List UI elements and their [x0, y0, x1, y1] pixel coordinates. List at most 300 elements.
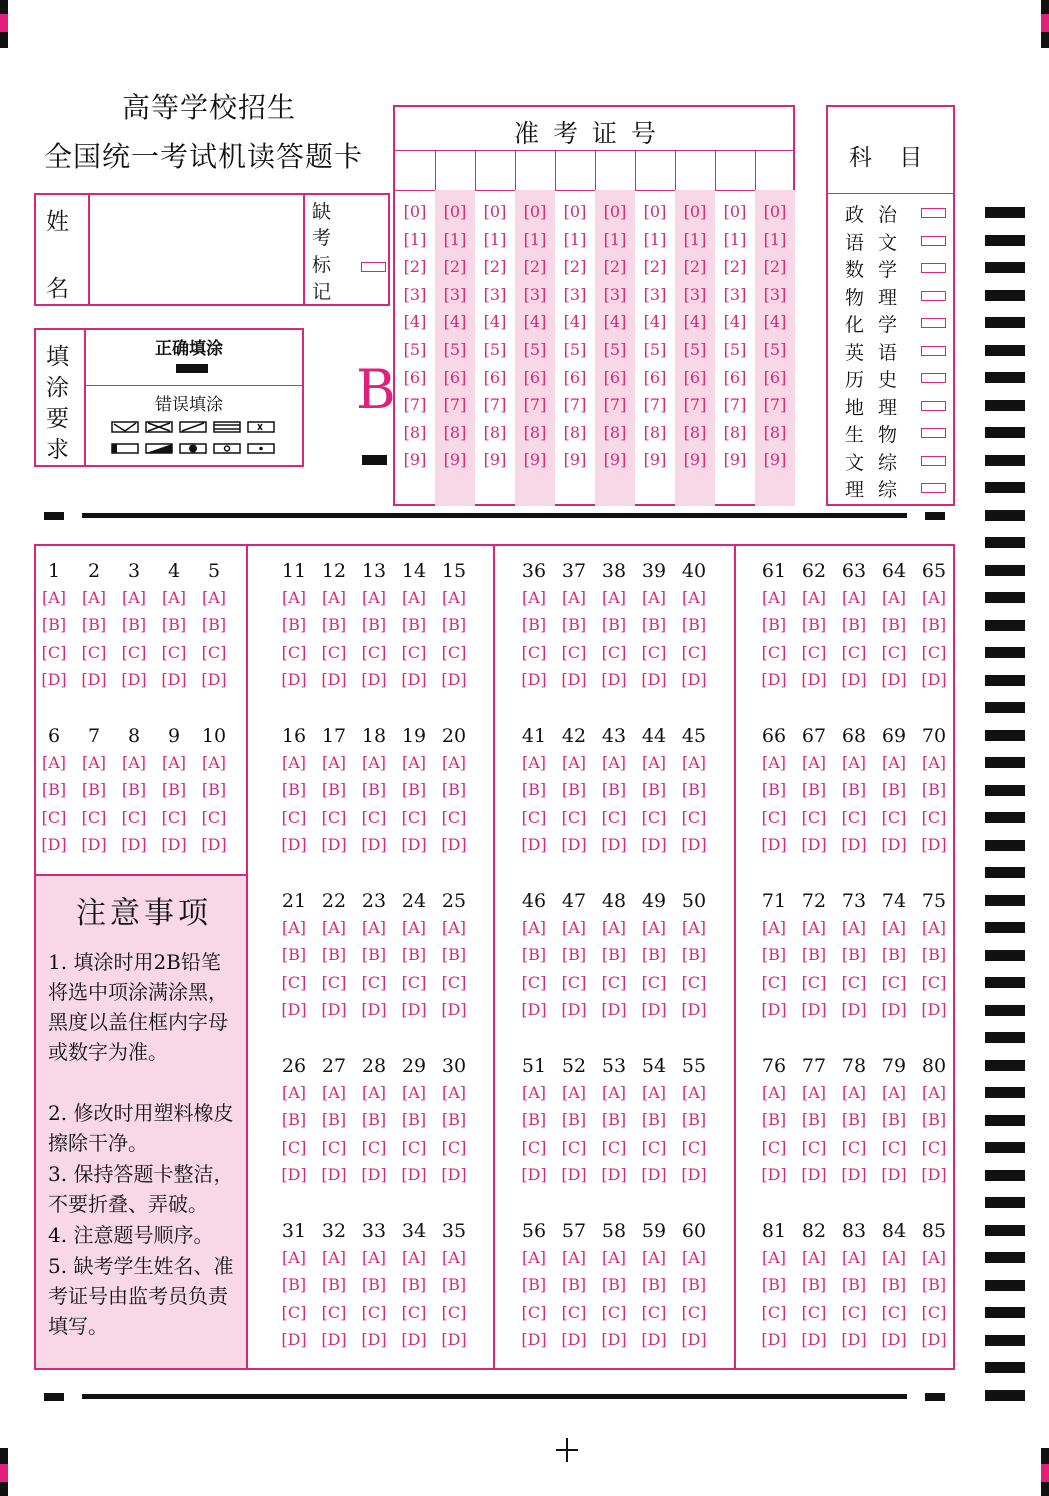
admission-digit-bubble[interactable]: [4]: [403, 312, 427, 332]
answer-bubble[interactable]: [B]: [921, 780, 947, 800]
answer-bubble[interactable]: [B]: [841, 615, 867, 635]
answer-bubble[interactable]: [D]: [121, 670, 147, 690]
answer-bubble[interactable]: [B]: [121, 780, 147, 800]
answer-bubble[interactable]: [C]: [361, 972, 387, 992]
answer-bubble[interactable]: [D]: [361, 835, 387, 855]
answer-bubble[interactable]: [B]: [281, 1110, 307, 1130]
admission-digit-bubble[interactable]: [1]: [723, 229, 747, 249]
answer-bubble[interactable]: [A]: [521, 753, 547, 772]
answer-bubble[interactable]: [B]: [561, 780, 587, 800]
admission-digit-bubble[interactable]: [7]: [643, 395, 667, 415]
answer-bubble[interactable]: [D]: [841, 1165, 867, 1185]
answer-bubble[interactable]: [D]: [281, 1165, 307, 1185]
subject-bubble[interactable]: [921, 236, 946, 246]
answer-bubble[interactable]: [B]: [641, 780, 667, 800]
answer-bubble[interactable]: [D]: [841, 1000, 867, 1020]
answer-bubble[interactable]: [B]: [921, 1275, 947, 1295]
answer-bubble[interactable]: [A]: [321, 588, 347, 607]
admission-digit-bubble[interactable]: [5]: [443, 340, 467, 359]
answer-bubble[interactable]: [D]: [881, 835, 907, 855]
admission-digit-bubble[interactable]: [6]: [483, 367, 507, 387]
answer-bubble[interactable]: [C]: [521, 642, 547, 662]
answer-bubble[interactable]: [C]: [761, 642, 787, 662]
answer-bubble[interactable]: [D]: [441, 835, 467, 855]
admission-write-cell[interactable]: [556, 152, 594, 189]
answer-bubble[interactable]: [B]: [641, 615, 667, 635]
answer-bubble[interactable]: [B]: [361, 780, 387, 800]
answer-bubble[interactable]: [A]: [281, 1083, 307, 1102]
answer-bubble[interactable]: [C]: [361, 1302, 387, 1322]
admission-digit-bubble[interactable]: [3]: [483, 284, 507, 304]
answer-bubble[interactable]: [C]: [601, 1302, 627, 1322]
admission-digit-bubble[interactable]: [1]: [483, 229, 507, 249]
answer-bubble[interactable]: [B]: [81, 780, 107, 800]
admission-write-cell[interactable]: [436, 152, 474, 189]
answer-bubble[interactable]: [C]: [401, 1302, 427, 1322]
answer-bubble[interactable]: [D]: [761, 1165, 787, 1185]
admission-write-cell[interactable]: [636, 152, 674, 189]
answer-bubble[interactable]: [D]: [921, 1000, 947, 1020]
answer-bubble[interactable]: [C]: [641, 1302, 667, 1322]
answer-bubble[interactable]: [C]: [281, 1302, 307, 1322]
admission-digit-bubble[interactable]: [4]: [563, 312, 587, 332]
answer-bubble[interactable]: [C]: [801, 972, 827, 992]
answer-bubble[interactable]: [C]: [881, 1137, 907, 1157]
answer-bubble[interactable]: [C]: [441, 642, 467, 662]
answer-bubble[interactable]: [A]: [921, 918, 947, 937]
answer-bubble[interactable]: [A]: [841, 753, 867, 772]
answer-bubble[interactable]: [A]: [161, 753, 187, 772]
answer-bubble[interactable]: [C]: [641, 807, 667, 827]
answer-bubble[interactable]: [C]: [921, 1137, 947, 1157]
answer-bubble[interactable]: [B]: [201, 780, 227, 800]
answer-bubble[interactable]: [C]: [281, 807, 307, 827]
subject-bubble[interactable]: [921, 346, 946, 356]
answer-bubble[interactable]: [B]: [761, 615, 787, 635]
answer-bubble[interactable]: [D]: [161, 835, 187, 855]
admission-digit-bubble[interactable]: [6]: [563, 367, 587, 387]
admission-digit-bubble[interactable]: [9]: [643, 450, 667, 470]
answer-bubble[interactable]: [C]: [161, 642, 187, 662]
answer-bubble[interactable]: [A]: [921, 1083, 947, 1102]
answer-bubble[interactable]: [B]: [801, 780, 827, 800]
answer-bubble[interactable]: [D]: [561, 670, 587, 690]
answer-bubble[interactable]: [B]: [281, 945, 307, 965]
admission-digit-bubble[interactable]: [2]: [523, 257, 547, 277]
answer-bubble[interactable]: [A]: [561, 1083, 587, 1102]
admission-digit-bubble[interactable]: [7]: [723, 395, 747, 415]
answer-bubble[interactable]: [A]: [561, 753, 587, 772]
admission-digit-bubble[interactable]: [4]: [443, 312, 467, 332]
admission-digit-bubble[interactable]: [5]: [563, 340, 587, 359]
answer-bubble[interactable]: [D]: [761, 670, 787, 690]
answer-bubble[interactable]: [A]: [641, 1248, 667, 1267]
answer-bubble[interactable]: [A]: [561, 588, 587, 607]
answer-bubble[interactable]: [D]: [321, 835, 347, 855]
answer-bubble[interactable]: [B]: [681, 1110, 707, 1130]
answer-bubble[interactable]: [B]: [641, 1110, 667, 1130]
answer-bubble[interactable]: [C]: [401, 1137, 427, 1157]
admission-digit-bubble[interactable]: [1]: [643, 229, 667, 249]
admission-digit-bubble[interactable]: [9]: [443, 450, 467, 470]
answer-bubble[interactable]: [D]: [601, 835, 627, 855]
answer-bubble[interactable]: [A]: [881, 588, 907, 607]
admission-digit-bubble[interactable]: [2]: [723, 257, 747, 277]
answer-bubble[interactable]: [A]: [41, 588, 67, 607]
answer-bubble[interactable]: [B]: [841, 945, 867, 965]
answer-bubble[interactable]: [B]: [441, 615, 467, 635]
answer-bubble[interactable]: [C]: [81, 642, 107, 662]
answer-bubble[interactable]: [B]: [921, 1110, 947, 1130]
answer-bubble[interactable]: [D]: [441, 1000, 467, 1020]
admission-digit-bubble[interactable]: [0]: [723, 202, 747, 221]
answer-bubble[interactable]: [A]: [641, 753, 667, 772]
subject-bubble[interactable]: [921, 373, 946, 383]
answer-bubble[interactable]: [D]: [841, 835, 867, 855]
answer-bubble[interactable]: [C]: [161, 807, 187, 827]
answer-bubble[interactable]: [C]: [281, 972, 307, 992]
admission-digit-bubble[interactable]: [2]: [643, 257, 667, 277]
answer-bubble[interactable]: [B]: [801, 615, 827, 635]
answer-bubble[interactable]: [C]: [321, 807, 347, 827]
answer-bubble[interactable]: [C]: [321, 1302, 347, 1322]
answer-bubble[interactable]: [D]: [281, 670, 307, 690]
answer-bubble[interactable]: [D]: [361, 1165, 387, 1185]
answer-bubble[interactable]: [A]: [161, 588, 187, 607]
admission-digit-bubble[interactable]: [1]: [603, 229, 627, 249]
answer-bubble[interactable]: [A]: [121, 588, 147, 607]
answer-bubble[interactable]: [B]: [401, 945, 427, 965]
answer-bubble[interactable]: [C]: [921, 972, 947, 992]
answer-bubble[interactable]: [B]: [601, 1275, 627, 1295]
admission-digit-bubble[interactable]: [3]: [643, 284, 667, 304]
answer-bubble[interactable]: [D]: [321, 670, 347, 690]
admission-digit-bubble[interactable]: [5]: [523, 340, 547, 359]
admission-digit-bubble[interactable]: [0]: [643, 202, 667, 221]
answer-bubble[interactable]: [D]: [681, 1165, 707, 1185]
answer-bubble[interactable]: [D]: [561, 1000, 587, 1020]
answer-bubble[interactable]: [B]: [801, 1110, 827, 1130]
answer-bubble[interactable]: [A]: [801, 918, 827, 937]
answer-bubble[interactable]: [C]: [601, 807, 627, 827]
answer-bubble[interactable]: [B]: [521, 945, 547, 965]
answer-bubble[interactable]: [A]: [801, 1083, 827, 1102]
answer-bubble[interactable]: [D]: [441, 670, 467, 690]
answer-bubble[interactable]: [C]: [321, 972, 347, 992]
answer-bubble[interactable]: [A]: [281, 753, 307, 772]
admission-digit-bubble[interactable]: [0]: [443, 202, 467, 221]
answer-bubble[interactable]: [D]: [561, 1330, 587, 1350]
answer-bubble[interactable]: [B]: [881, 780, 907, 800]
answer-bubble[interactable]: [C]: [521, 807, 547, 827]
answer-bubble[interactable]: [B]: [361, 615, 387, 635]
answer-bubble[interactable]: [D]: [361, 1000, 387, 1020]
admission-digit-bubble[interactable]: [4]: [763, 312, 787, 332]
subject-bubble[interactable]: [921, 428, 946, 438]
admission-digit-bubble[interactable]: [8]: [563, 422, 587, 442]
answer-bubble[interactable]: [C]: [361, 1137, 387, 1157]
answer-bubble[interactable]: [B]: [41, 615, 67, 635]
admission-digit-bubble[interactable]: [0]: [763, 202, 787, 221]
answer-bubble[interactable]: [B]: [561, 945, 587, 965]
admission-digit-bubble[interactable]: [9]: [683, 450, 707, 470]
admission-digit-bubble[interactable]: [7]: [403, 395, 427, 415]
admission-digit-bubble[interactable]: [9]: [523, 450, 547, 470]
answer-bubble[interactable]: [C]: [561, 807, 587, 827]
answer-bubble[interactable]: [D]: [681, 835, 707, 855]
admission-digit-bubble[interactable]: [3]: [723, 284, 747, 304]
admission-digit-bubble[interactable]: [2]: [683, 257, 707, 277]
answer-bubble[interactable]: [B]: [201, 615, 227, 635]
admission-digit-bubble[interactable]: [2]: [483, 257, 507, 277]
answer-bubble[interactable]: [B]: [441, 1110, 467, 1130]
answer-bubble[interactable]: [B]: [361, 945, 387, 965]
admission-digit-bubble[interactable]: [4]: [683, 312, 707, 332]
answer-bubble[interactable]: [B]: [401, 1110, 427, 1130]
admission-digit-bubble[interactable]: [1]: [763, 229, 787, 249]
admission-digit-bubble[interactable]: [4]: [523, 312, 547, 332]
name-input-area[interactable]: [92, 197, 300, 303]
answer-bubble[interactable]: [C]: [401, 807, 427, 827]
answer-bubble[interactable]: [C]: [41, 807, 67, 827]
answer-bubble[interactable]: [A]: [841, 1083, 867, 1102]
answer-bubble[interactable]: [A]: [441, 1083, 467, 1102]
answer-bubble[interactable]: [C]: [841, 1302, 867, 1322]
answer-bubble[interactable]: [B]: [801, 945, 827, 965]
admission-digit-bubble[interactable]: [0]: [683, 202, 707, 221]
answer-bubble[interactable]: [A]: [361, 1083, 387, 1102]
admission-digit-bubble[interactable]: [1]: [443, 229, 467, 249]
answer-bubble[interactable]: [A]: [321, 753, 347, 772]
answer-bubble[interactable]: [D]: [441, 1330, 467, 1350]
answer-bubble[interactable]: [D]: [41, 835, 67, 855]
answer-bubble[interactable]: [B]: [801, 1275, 827, 1295]
answer-bubble[interactable]: [A]: [201, 588, 227, 607]
answer-bubble[interactable]: [D]: [881, 1330, 907, 1350]
answer-bubble[interactable]: [A]: [521, 1083, 547, 1102]
answer-bubble[interactable]: [B]: [401, 615, 427, 635]
answer-bubble[interactable]: [A]: [321, 918, 347, 937]
answer-bubble[interactable]: [A]: [281, 588, 307, 607]
answer-bubble[interactable]: [A]: [41, 753, 67, 772]
answer-bubble[interactable]: [D]: [641, 670, 667, 690]
answer-bubble[interactable]: [A]: [881, 1248, 907, 1267]
answer-bubble[interactable]: [B]: [281, 615, 307, 635]
admission-digit-bubble[interactable]: [2]: [763, 257, 787, 277]
answer-bubble[interactable]: [D]: [401, 1000, 427, 1020]
answer-bubble[interactable]: [C]: [841, 972, 867, 992]
answer-bubble[interactable]: [D]: [321, 1000, 347, 1020]
answer-bubble[interactable]: [B]: [441, 945, 467, 965]
answer-bubble[interactable]: [D]: [161, 670, 187, 690]
answer-bubble[interactable]: [A]: [681, 918, 707, 937]
answer-bubble[interactable]: [B]: [761, 1275, 787, 1295]
admission-digit-bubble[interactable]: [4]: [483, 312, 507, 332]
admission-digit-bubble[interactable]: [5]: [683, 340, 707, 359]
answer-bubble[interactable]: [C]: [641, 1137, 667, 1157]
answer-bubble[interactable]: [B]: [881, 945, 907, 965]
answer-bubble[interactable]: [C]: [841, 807, 867, 827]
answer-bubble[interactable]: [A]: [361, 588, 387, 607]
admission-digit-bubble[interactable]: [9]: [723, 450, 747, 470]
answer-bubble[interactable]: [D]: [881, 1165, 907, 1185]
answer-bubble[interactable]: [C]: [81, 807, 107, 827]
answer-bubble[interactable]: [B]: [281, 1275, 307, 1295]
admission-digit-bubble[interactable]: [2]: [403, 257, 427, 277]
admission-digit-bubble[interactable]: [1]: [523, 229, 547, 249]
answer-bubble[interactable]: [B]: [681, 780, 707, 800]
answer-bubble[interactable]: [B]: [161, 615, 187, 635]
answer-bubble[interactable]: [C]: [321, 1137, 347, 1157]
answer-bubble[interactable]: [B]: [321, 780, 347, 800]
answer-bubble[interactable]: [A]: [81, 753, 107, 772]
admission-digit-bubble[interactable]: [9]: [763, 450, 787, 470]
answer-bubble[interactable]: [B]: [641, 945, 667, 965]
answer-bubble[interactable]: [C]: [921, 642, 947, 662]
answer-bubble[interactable]: [C]: [761, 1137, 787, 1157]
answer-bubble[interactable]: [A]: [441, 753, 467, 772]
subject-bubble[interactable]: [921, 318, 946, 328]
admission-digit-bubble[interactable]: [0]: [403, 202, 427, 221]
admission-digit-bubble[interactable]: [5]: [403, 340, 427, 359]
answer-bubble[interactable]: [B]: [761, 780, 787, 800]
answer-bubble[interactable]: [B]: [521, 1275, 547, 1295]
answer-bubble[interactable]: [A]: [761, 588, 787, 607]
answer-bubble[interactable]: [D]: [521, 1165, 547, 1185]
admission-digit-bubble[interactable]: [6]: [603, 367, 627, 387]
answer-bubble[interactable]: [B]: [121, 615, 147, 635]
answer-bubble[interactable]: [B]: [841, 1275, 867, 1295]
answer-bubble[interactable]: [D]: [681, 1000, 707, 1020]
answer-bubble[interactable]: [C]: [561, 1137, 587, 1157]
answer-bubble[interactable]: [B]: [881, 1110, 907, 1130]
admission-digit-bubble[interactable]: [3]: [763, 284, 787, 304]
answer-bubble[interactable]: [A]: [641, 588, 667, 607]
answer-bubble[interactable]: [D]: [841, 1330, 867, 1350]
answer-bubble[interactable]: [B]: [841, 780, 867, 800]
admission-digit-bubble[interactable]: [2]: [443, 257, 467, 277]
answer-bubble[interactable]: [A]: [881, 753, 907, 772]
admission-digit-bubble[interactable]: [5]: [723, 340, 747, 359]
answer-bubble[interactable]: [B]: [521, 1110, 547, 1130]
answer-bubble[interactable]: [B]: [561, 1275, 587, 1295]
answer-bubble[interactable]: [D]: [601, 1000, 627, 1020]
answer-bubble[interactable]: [D]: [521, 1330, 547, 1350]
answer-bubble[interactable]: [B]: [681, 945, 707, 965]
subject-bubble[interactable]: [921, 291, 946, 301]
answer-bubble[interactable]: [B]: [161, 780, 187, 800]
answer-bubble[interactable]: [C]: [921, 807, 947, 827]
answer-bubble[interactable]: [A]: [401, 918, 427, 937]
admission-digit-bubble[interactable]: [8]: [483, 422, 507, 442]
answer-bubble[interactable]: [B]: [561, 1110, 587, 1130]
answer-bubble[interactable]: [B]: [521, 780, 547, 800]
answer-bubble[interactable]: [A]: [841, 588, 867, 607]
admission-digit-bubble[interactable]: [7]: [603, 395, 627, 415]
admission-digit-bubble[interactable]: [3]: [683, 284, 707, 304]
answer-bubble[interactable]: [C]: [761, 1302, 787, 1322]
answer-bubble[interactable]: [C]: [761, 972, 787, 992]
answer-bubble[interactable]: [A]: [281, 918, 307, 937]
admission-digit-bubble[interactable]: [6]: [523, 367, 547, 387]
subject-bubble[interactable]: [921, 401, 946, 411]
answer-bubble[interactable]: [B]: [41, 780, 67, 800]
answer-bubble[interactable]: [A]: [401, 753, 427, 772]
admission-digit-bubble[interactable]: [8]: [403, 422, 427, 442]
admission-digit-bubble[interactable]: [7]: [563, 395, 587, 415]
answer-bubble[interactable]: [C]: [521, 1137, 547, 1157]
admission-write-cell[interactable]: [596, 152, 634, 189]
answer-bubble[interactable]: [D]: [841, 670, 867, 690]
admission-digit-bubble[interactable]: [2]: [603, 257, 627, 277]
answer-bubble[interactable]: [D]: [281, 1000, 307, 1020]
answer-bubble[interactable]: [A]: [361, 1248, 387, 1267]
answer-bubble[interactable]: [A]: [441, 918, 467, 937]
answer-bubble[interactable]: [C]: [361, 642, 387, 662]
admission-digit-bubble[interactable]: [6]: [443, 367, 467, 387]
answer-bubble[interactable]: [A]: [921, 753, 947, 772]
answer-bubble[interactable]: [D]: [921, 835, 947, 855]
answer-bubble[interactable]: [C]: [401, 642, 427, 662]
answer-bubble[interactable]: [D]: [81, 835, 107, 855]
answer-bubble[interactable]: [A]: [841, 1248, 867, 1267]
admission-digit-bubble[interactable]: [9]: [603, 450, 627, 470]
admission-digit-bubble[interactable]: [8]: [643, 422, 667, 442]
admission-digit-bubble[interactable]: [5]: [483, 340, 507, 359]
answer-bubble[interactable]: [C]: [601, 642, 627, 662]
answer-bubble[interactable]: [C]: [681, 1137, 707, 1157]
admission-write-cell[interactable]: [476, 152, 514, 189]
answer-bubble[interactable]: [D]: [801, 835, 827, 855]
answer-bubble[interactable]: [A]: [801, 588, 827, 607]
answer-bubble[interactable]: [A]: [601, 918, 627, 937]
admission-digit-bubble[interactable]: [6]: [683, 367, 707, 387]
admission-digit-bubble[interactable]: [5]: [643, 340, 667, 359]
answer-bubble[interactable]: [A]: [441, 588, 467, 607]
admission-digit-bubble[interactable]: [2]: [563, 257, 587, 277]
answer-bubble[interactable]: [B]: [681, 615, 707, 635]
answer-bubble[interactable]: [C]: [801, 1137, 827, 1157]
answer-bubble[interactable]: [C]: [681, 807, 707, 827]
answer-bubble[interactable]: [A]: [201, 753, 227, 772]
answer-bubble[interactable]: [D]: [321, 1330, 347, 1350]
answer-bubble[interactable]: [B]: [321, 945, 347, 965]
admission-digit-bubble[interactable]: [8]: [763, 422, 787, 442]
answer-bubble[interactable]: [A]: [401, 588, 427, 607]
admission-digit-bubble[interactable]: [0]: [483, 202, 507, 221]
answer-bubble[interactable]: [D]: [401, 1330, 427, 1350]
admission-digit-bubble[interactable]: [3]: [603, 284, 627, 304]
answer-bubble[interactable]: [A]: [601, 588, 627, 607]
admission-digit-bubble[interactable]: [4]: [603, 312, 627, 332]
answer-bubble[interactable]: [A]: [761, 753, 787, 772]
admission-digit-bubble[interactable]: [6]: [643, 367, 667, 387]
answer-bubble[interactable]: [C]: [761, 807, 787, 827]
answer-bubble[interactable]: [C]: [681, 1302, 707, 1322]
answer-bubble[interactable]: [D]: [281, 835, 307, 855]
answer-bubble[interactable]: [A]: [361, 753, 387, 772]
admission-digit-bubble[interactable]: [8]: [523, 422, 547, 442]
answer-bubble[interactable]: [A]: [921, 588, 947, 607]
admission-digit-bubble[interactable]: [7]: [523, 395, 547, 415]
answer-bubble[interactable]: [B]: [921, 945, 947, 965]
answer-bubble[interactable]: [D]: [761, 1000, 787, 1020]
answer-bubble[interactable]: [C]: [41, 642, 67, 662]
answer-bubble[interactable]: [D]: [401, 835, 427, 855]
answer-bubble[interactable]: [B]: [761, 945, 787, 965]
answer-bubble[interactable]: [C]: [841, 1137, 867, 1157]
answer-bubble[interactable]: [A]: [401, 1083, 427, 1102]
